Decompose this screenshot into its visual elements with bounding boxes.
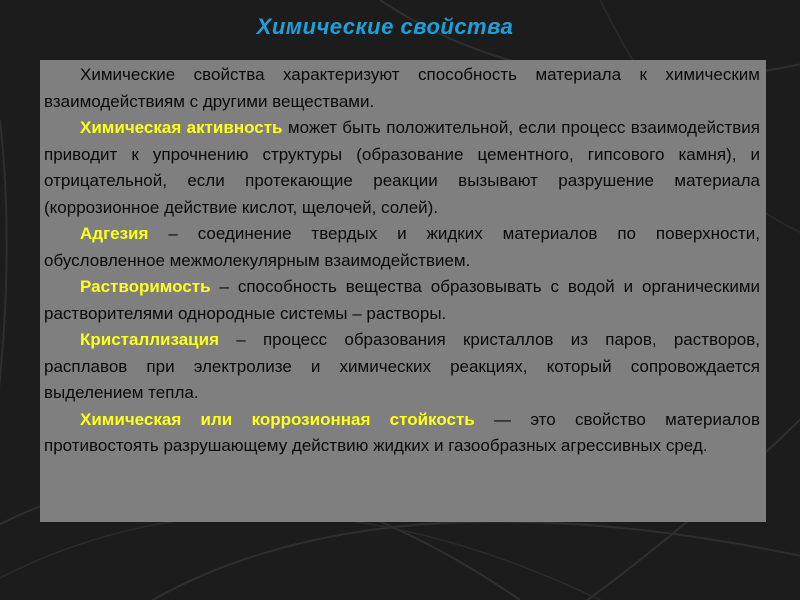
paragraph-intro (44, 62, 760, 115)
body-text (44, 62, 760, 460)
paragraph-solubility (44, 274, 760, 327)
paragraph-text: может быть положительной, если процесс взаимодействия приводит к упрочнению структуры (образование цементного, гипсового камня), и отрицательной, если протекающие реакции вызывают разрушение материала (коррозионное действие кислот, щелочей, солей). (44, 118, 760, 217)
slide-title: Химические свойства (256, 14, 514, 39)
paragraph-chemical-activity (44, 115, 760, 221)
paragraph-text: – соединение твердых и жидких материалов по поверхности, обусловленное межмолекулярным взаимодействием. (44, 224, 760, 270)
paragraph-adhesion (44, 221, 760, 274)
term-label: Кристаллизация (80, 330, 219, 349)
paragraph-text: — это свойство материалов противостоять разрушающему действию жидких и газообразных агрессивных сред. (44, 409, 760, 455)
paragraph-text: – процесс образования кристаллов из паров, растворов, расплавов при электролизе и химических реакциях, который сопровождается выделением тепла. (44, 330, 760, 402)
paragraph-text: Химические свойства характеризуют способность материала к химическим взаимодействиям с другими веществами. (44, 65, 760, 111)
term-label: Растворимость (80, 277, 211, 296)
term-label: Химическая или коррозионная стойкость (80, 409, 475, 429)
paragraph-text: – способность вещества образовывать с водой и органическими растворителями однородные системы – растворы. (44, 277, 760, 323)
term-label: Химическая активность (80, 118, 283, 137)
paragraph-corrosion-resistance (44, 407, 760, 460)
paragraph-crystallization (44, 327, 760, 407)
term-label: Адгезия (80, 224, 149, 243)
